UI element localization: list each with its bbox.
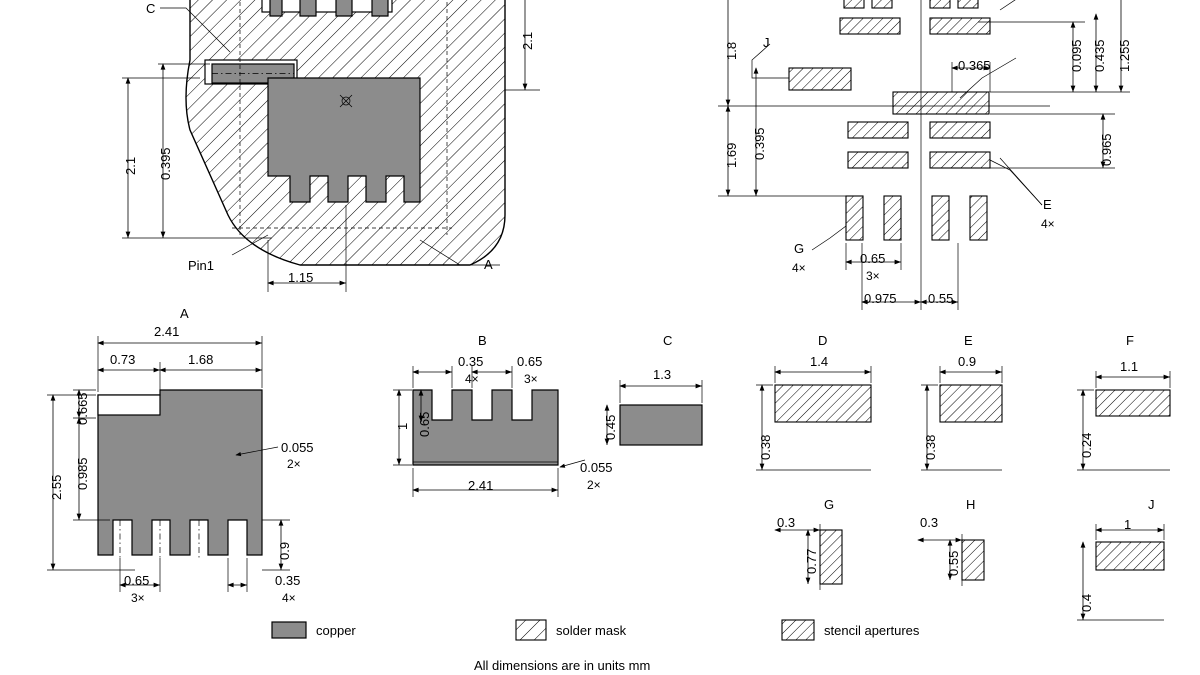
dim-0p38-d: 0.38	[758, 434, 773, 460]
legend-label-stencil: stencil apertures	[824, 623, 920, 638]
dim-1-b: 1	[395, 422, 410, 430]
label-g-mult: 4×	[792, 261, 806, 275]
dim-0p975: 0.975	[864, 291, 897, 306]
dim-0p38-e: 0.38	[923, 434, 938, 460]
dim-0p095: 0.095	[1069, 39, 1084, 72]
dim-2p41-a: 2.41	[154, 324, 180, 339]
label-j-topright: J	[763, 35, 770, 50]
dim-2p1-right: 2.1	[520, 31, 535, 50]
label-detail-b: B	[478, 333, 487, 348]
dim-1p69: 1.69	[724, 142, 739, 168]
dim-0p65-b: 0.65	[517, 354, 543, 369]
dim-0p9-e: 0.9	[958, 354, 977, 369]
dim-1p15: 1.15	[288, 270, 314, 285]
dim-0p3-g: 0.3	[777, 515, 796, 530]
dim-2p55: 2.55	[49, 474, 64, 500]
dim-1p8: 1.8	[724, 41, 739, 60]
view-detail-d	[756, 366, 871, 470]
label-detail-g: G	[824, 497, 835, 512]
label-detail-c: C	[663, 333, 673, 348]
label-detail-e: E	[964, 333, 973, 348]
dim-0p35-mult-a: 4×	[282, 591, 296, 605]
dim-1p4: 1.4	[810, 354, 829, 369]
label-pin1: Pin1	[188, 258, 215, 273]
dim-0p65-topright: 0.65	[860, 251, 886, 266]
dim-0p24: 0.24	[1079, 432, 1094, 458]
dim-0p055-b: 0.055	[580, 460, 613, 475]
view-detail-c	[607, 380, 702, 445]
label-detail-a: A	[180, 306, 189, 321]
dim-0p45: 0.45	[603, 414, 618, 440]
dim-0p55-topright: 0.55	[928, 291, 954, 306]
dim-0p73: 0.73	[110, 352, 136, 367]
dim-0p435: 0.435	[1092, 39, 1107, 72]
dim-0p35-b: 0.35	[458, 354, 484, 369]
dim-2p1-left: 2.1	[123, 156, 138, 175]
dim-0p9: 0.9	[277, 541, 292, 560]
dim-1p68: 1.68	[188, 352, 214, 367]
dim-1-j: 1	[1124, 517, 1132, 532]
dim-0p365: 0.365	[958, 58, 991, 73]
label-detail-h: H	[966, 497, 976, 512]
dim-0p395-topleft: 0.395	[158, 147, 173, 180]
label-g-topright: G	[794, 241, 805, 256]
dim-0p965: 0.965	[1099, 133, 1114, 166]
dim-0p77: 0.77	[804, 548, 819, 574]
dim-0p4: 0.4	[1079, 593, 1094, 612]
label-detail-d: D	[818, 333, 828, 348]
label-detail-f: F	[1126, 333, 1134, 348]
dim-1p3: 1.3	[653, 367, 672, 382]
dim-0p65-h-b: 0.65	[417, 411, 432, 437]
view-top-left	[122, 0, 540, 292]
legend-swatch-copper	[272, 622, 306, 638]
legend-label-copper: copper	[316, 623, 356, 638]
dim-0p055-mult-b: 2×	[587, 478, 601, 492]
legend-label-solder-mask: solder mask	[556, 623, 627, 638]
dim-0p3-h: 0.3	[920, 515, 939, 530]
dim-1p255: 1.255	[1117, 39, 1132, 72]
dim-0p665: 0.665	[75, 392, 90, 425]
label-c-topleft: C	[146, 1, 156, 16]
dim-0p65-mult-a: 3×	[131, 591, 145, 605]
label-detail-j: J	[1148, 497, 1155, 512]
dim-0p35-mult-b: 4×	[465, 372, 479, 386]
dim-0p65-mult-b: 3×	[524, 372, 538, 386]
legend-swatch-solder-mask	[516, 620, 546, 640]
dim-0p35-a: 0.35	[275, 573, 301, 588]
dim-0p55-h: 0.55	[946, 550, 961, 576]
dim-0p985: 0.985	[75, 457, 90, 490]
legend-swatch-stencil	[782, 620, 814, 640]
label-e-mult: 4×	[1041, 217, 1055, 231]
footer-note: All dimensions are in units mm	[474, 658, 651, 673]
dim-1p1: 1.1	[1120, 359, 1139, 374]
label-e-topright: E	[1043, 197, 1052, 212]
dim-0p055-a: 0.055	[281, 440, 314, 455]
label-a-topleft: A	[484, 257, 493, 272]
dim-0p65-a: 0.65	[124, 573, 150, 588]
dim-0p395-topright: 0.395	[752, 127, 767, 160]
dim-0p055-mult-a: 2×	[287, 457, 301, 471]
dim-2p41-b: 2.41	[468, 478, 494, 493]
dim-0p65-mult-topright: 3×	[866, 269, 880, 283]
